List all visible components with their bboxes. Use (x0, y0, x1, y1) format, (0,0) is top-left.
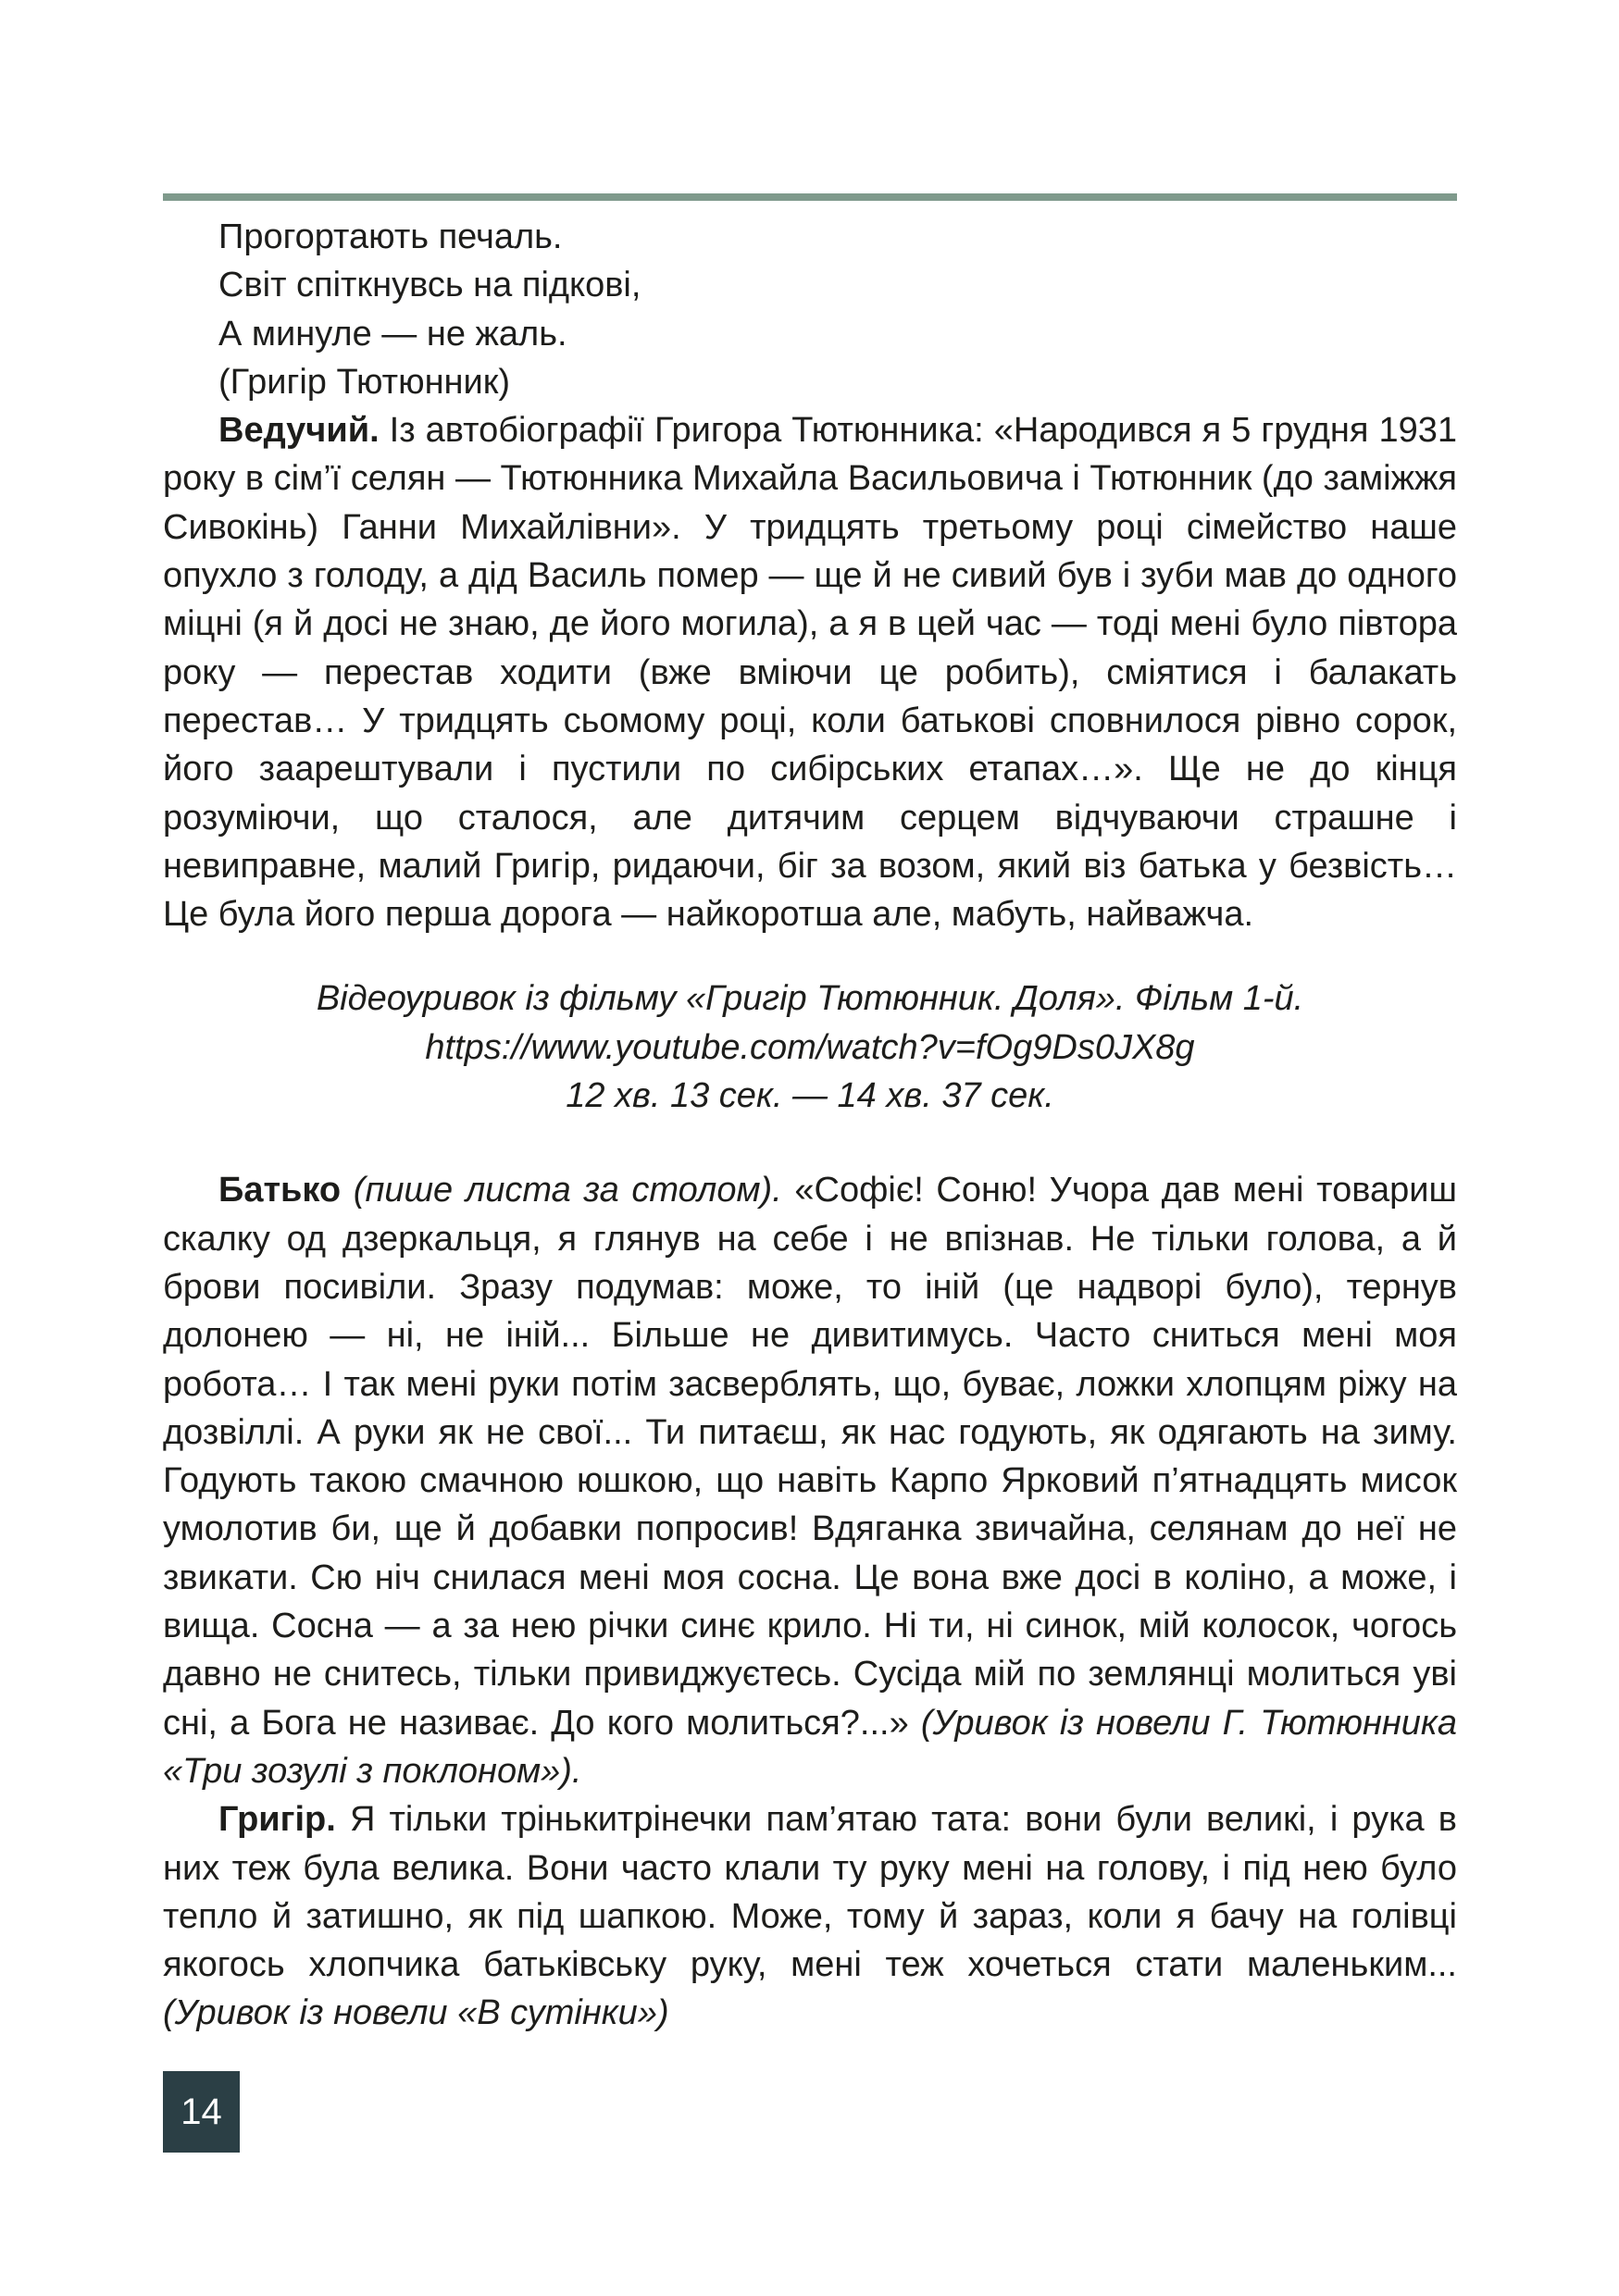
video-title: Відеоуривок із фільму «Григір Тютюнник. Доля». Фільм 1-й. (316, 979, 1304, 1019)
speaker-father: Батько (218, 1171, 342, 1210)
hryhir-text: Я тільки трінькитрінечки пам’ятаю тата: вони були великі, і рука в них теж була велика. Вони часто клали ту руку мені на голову, і під нею було тепло й затишно, як під шапкою. Може, тому й зараз, коли я бачу на голівці якогось хлопчика батьківську руку, мені теж хочеться стати маленьким... (163, 1800, 1457, 1985)
father-source: (Уривок із новели Г. Тютюнника «Три зозулі з поклоном»). (163, 1703, 1457, 1791)
host-paragraph (163, 406, 1457, 938)
stage-direction: (пише листа за столом). (341, 1171, 782, 1210)
video-reference (163, 974, 1457, 1120)
father-paragraph (163, 1166, 1457, 1795)
hryhir-paragraph (163, 1795, 1457, 2037)
poem-excerpt (163, 213, 1457, 406)
father-text: «Софіє! Соню! Учора дав мені товариш скалку од дзеркальця, я глянув на себе і не впізнав. Не тільки голова, а й брови посивіли. Зразу подумав: може, то іній (це надворі було), тернув долонею — ні, не іній... Більше не дивитимусь. Часто сниться мені моя робота… І так мені руки потім засверблять, що, буває, ложки хлопцям ріжу на дозвіллі. А руки як не свої... Ти питаєш, як нас годують, як одягають на зиму. Годують такою смачною юшкою, що навіть Карпо Ярковий п’ятнадцять мисок умолотив би, ще й добавки попросив! Вдяганка звичайна, селянам до неї не звикати. Сю ніч снилася мені моя сосна. Це вона вже досі в коліно, а може, і вища. Сосна — а за нею річки синє крило. Ні ти, ні синок, мій колосок, чогось давно не снитесь, тільки привиджуєтесь. Сусіда мій по землянці молиться уві сні, а Бога не називає. До кого молиться?...» (163, 1171, 1457, 1743)
speaker-host: Ведучий. (218, 411, 380, 451)
video-time: 12 хв. 13 сек. — 14 хв. 37 сек. (566, 1076, 1054, 1116)
poem-line: Прогортають печаль. (218, 217, 563, 256)
page-content (163, 213, 1457, 2038)
poem-line: Світ спіткнувсь на підкові, (218, 266, 641, 305)
video-url[interactable]: https://www.youtube.com/watch?v=fOg9Ds0JX8g (425, 1027, 1195, 1067)
header-rule (163, 193, 1457, 201)
poem-author: (Григір Тютюнник) (218, 362, 511, 402)
page-number: 14 (163, 2071, 240, 2153)
poem-line: А минуле — не жаль. (218, 314, 567, 354)
speaker-hryhir: Григір. (218, 1800, 336, 1840)
host-text: Із автобіографії Григора Тютюнника: «Народився я 5 грудня 1931 року в сім’ї селян — Тютюнника Михайла Васильовича і Тютюнник (до заміжжя Сивокінь) Ганни Михайлівни». У тридцять третьому році сімейство наше опухло з голоду, а дід Василь помер — ще й не сивий був і зуби мав до одного міцні (я й досі не знаю, де його могила), а я в цей час — тоді мені було півтора року — перестав ходити (вже вміючи це робить), сміятися і балакать перестав… У тридцять сьомому році, коли батькові сповнилося рівно сорок, його заарештували і пустили по сибірських етапах…». Ще не до кінця розуміючи, що сталося, але дитячим серцем відчуваючи страшне і невиправне, малий Григір, ридаючи, біг за возом, який віз батька у безвість… Це була його перша дорога — найкоротша але, мабуть, найважча. (163, 411, 1457, 935)
hryhir-source: (Уривок із новели «В сутінки») (163, 1993, 669, 2033)
